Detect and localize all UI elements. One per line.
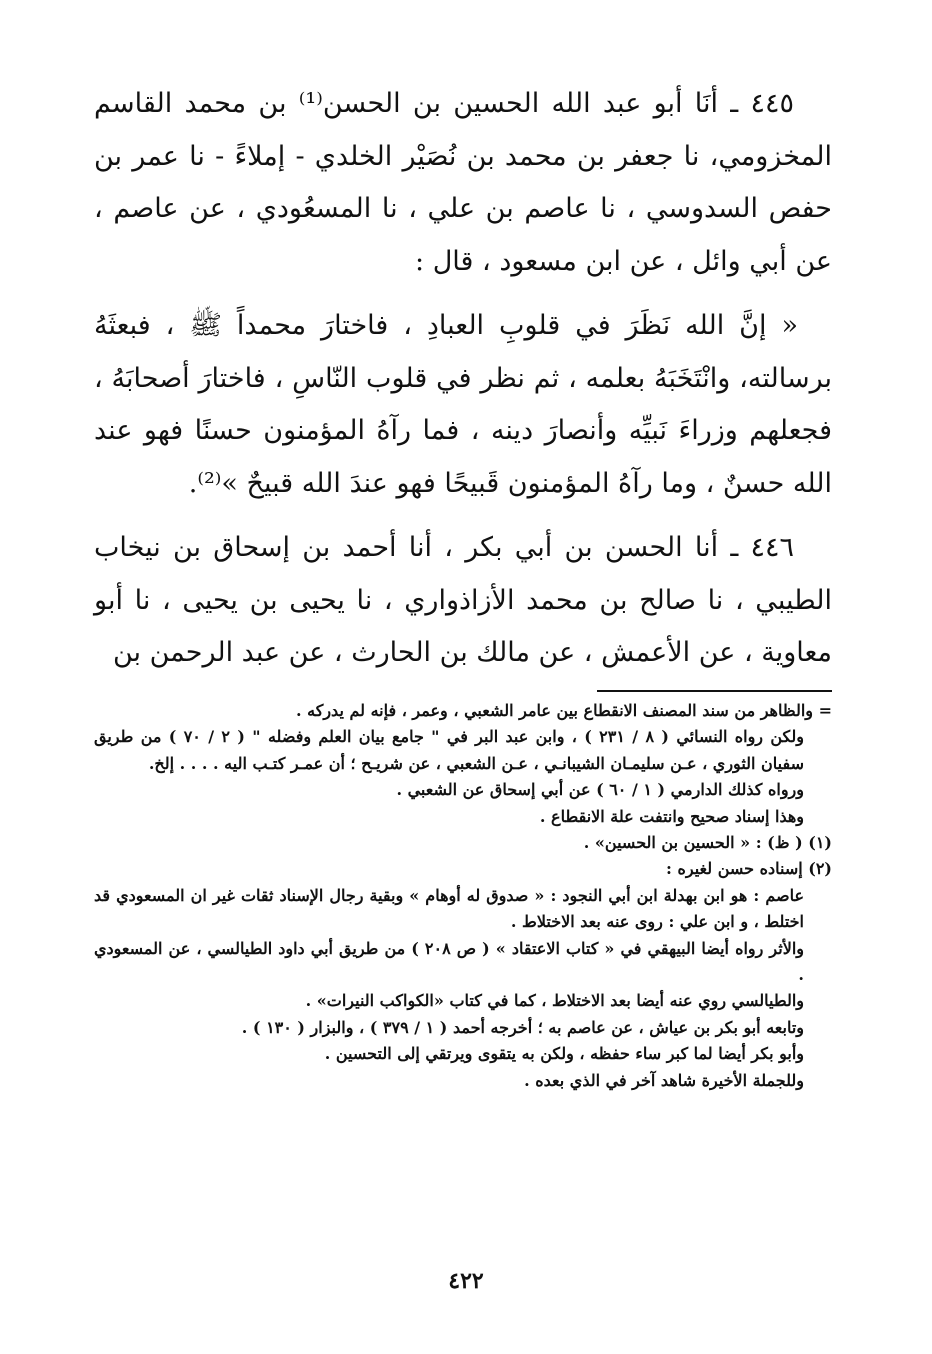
footnote-line: = والظاهر من سند المصنف الانقطاع بين عامر الشعبي ، وعمر ، فإنه لم يدركه . (295, 701, 832, 720)
footnote-line: والأثر رواه أيضا البيهقي في « كتاب الاعتقاد » ( ص ٢٠٨ ) من طريق أبي داود الطيالسي ، عن المسعودي . (94, 938, 804, 985)
hadith-445-paragraph: ٤٤٥ ـ أنَا أبو عبد الله الحسين بن الحسن⁽¹⁾ بن محمد القاسم المخزومي، نا جعفر بن محمد بن نُصَيْر الخلدي - إملاءً - نا عمر بن حفص السدوسي ، نا عاصم بن علي ، نا المسعُودي ، عن عاصم ، عن أبي وائل ، عن ابن مسعود ، قال : (94, 88, 832, 277)
footnote-line: وللجملة الأخيرة شاهد آخر في الذي بعده . (524, 1070, 804, 1090)
footnote-line: عاصم : هو ابن بهدلة ابن أبي النجود : « صدوق له أوهام » وبقية رجال الإسناد ثقات غير ان المسعودي قد اختلط ، و ابن علي : روى عنه بعد الاختلاط . (94, 885, 804, 932)
footnote-line: ورواه كذلك الدارمي ( ١ / ٦٠ ) عن أبي إسحاق عن الشعبي . (396, 780, 804, 800)
footnote-line: وهذا إسناد صحيح وانتفت علة الانقطاع . (539, 806, 804, 826)
footnote-line: والطيالسي روي عنه أيضا بعد الاختلاط ، كما في كتاب «الكواكب النيرات» . (305, 991, 804, 1011)
footnote-1: (١) ( ظ) : « الحسين بن الحسين» . (583, 833, 832, 853)
footnote-line: ولكن رواه النسائي ( ٨ / ٢٣١ ) ، وابن عبد البر في " جامع بيان العلم وفضله " ( ٢ / ٧٠ ) من طريق سفيان الثوري ، عـن سليمـان الشيبانـي ، عـن الشعبي ، عن شريـح ؛ أن عمـر كتـب اليه . . . . إلخ. (94, 727, 804, 773)
footnote-separator (597, 690, 832, 692)
footnote-line: وتابعه أبو بكر بن عياش ، عن عاصم به ؛ أخرجه أحمد ( ١ / ٣٧٩ ) ، والبزار ( ١٣٠ ) . (241, 1017, 804, 1037)
hadith-446-paragraph: ٤٤٦ ـ أنا الحسن بن أبي بكر ، أنا أحمد بن إسحاق بن نيخاب الطيبي ، نا صالح بن محمد الأزاذواري ، نا يحيى بن يحيى ، نا أبو معاوية ، عن الأعمش ، عن مالك بن الحارث ، عن عبد الرحمن بن (94, 532, 832, 668)
hadith-445-matn-paragraph: « إنَّ الله نَظَرَ في قلوبِ العبادِ ، فاختارَ محمداً ﷺ ، فبعثَهُ برسالته، وانْتَخَبَهُ بعلمه ، ثم نظر في قلوب النّاسِ ، فاختارَ أصحابَهُ ، فجعلهم وزراءَ نَبيِّه وأنصارَ دينه ، فما رآهُ المؤمنون حسنًا فهو عند الله حسنٌ ، وما رآهُ المؤمنون قَبيحًا فهو عندَ الله قبيحٌ »⁽²⁾. (94, 310, 832, 499)
footnote-line: وأبو بكر أيضا لما كبر ساء حفظه ، ولكن به يتقوى ويرتقي إلى التحسين . (324, 1044, 804, 1064)
page-number: ٤٢٢ (448, 1268, 484, 1294)
main-text (94, 78, 832, 692)
footnotes (94, 690, 832, 1094)
footnote-2: (٢) إسناده حسن لغيره : (666, 859, 832, 879)
